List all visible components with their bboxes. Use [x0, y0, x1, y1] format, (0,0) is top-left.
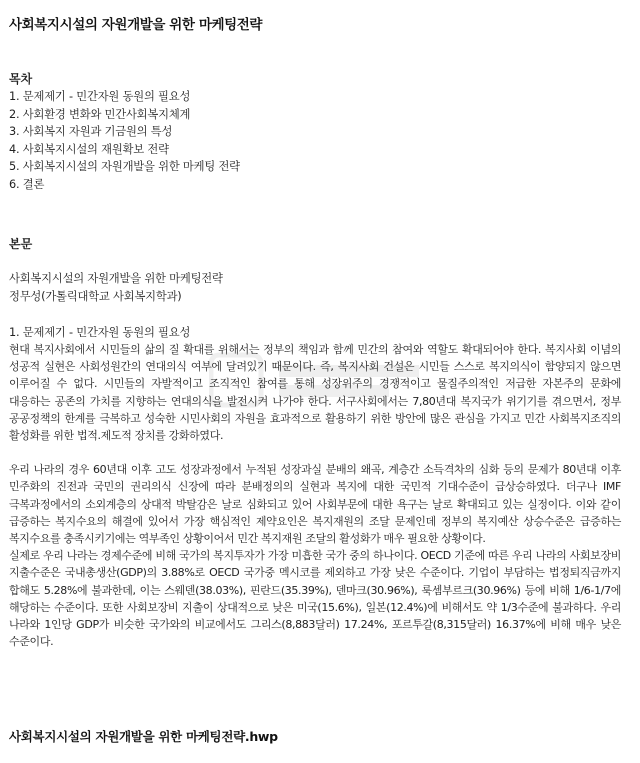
body-paragraph: 우리 나라의 경우 60년대 이후 고도 성장과정에서 누적된 성장과실 분배의 왜곡, 계층간 소득격차의 심화 등의 문제가 80년대 이후 민주화의 진전과 국민의 권리의식 신장에 따라 분배정의의 실현과 복지에 대한 국민적 기대수준이 급상승하였다. 더구나 IMF 극복과정에서의 소외계층의 상대적 박탈감은 날로 심화되고 있어 사회부문에 대한 욕구는 날로 확대되고 있는 실정이다. 이와 같이 급증하는 복지수요의 해결에 있어서 가장 핵심적인 제약요인은 복지재원의 조달 문제인데 정부의 복지예산 상승수준은 급증하는 복지수요를 충족시키기에는 역부족인 상황이어서 민간 복지재원 조달의 활성화가 매우 필요한 상황이다.	[9, 463, 621, 546]
section-problem-statement	[9, 324, 621, 650]
toc-item: 2. 사회환경 변화와 민간사회복지체계	[9, 107, 191, 121]
paragraph-spacer	[9, 444, 621, 461]
toc-heading: 목차	[9, 72, 33, 86]
attachment-filename: 사회복지시설의 자원개발을 위한 마케팅전략.hwp	[9, 729, 278, 744]
body-paragraph: 실제로 우리 나라는 경제수준에 비해 국가의 복지투자가 가장 미흡한 국가 중의 하나이다. OECD 기준에 따른 우리 나라의 사회보장비 지출수준은 국내총생산(GDP)의 3.88%로 OECD 국가중 멕시코를 제외하고 가장 낮은 수준이다. 기업이 부담하는 법정퇴직금까지 합해도 5.28%에 불과한데, 이는 스웨덴(38.03%), 핀란드(35.39%), 덴마크(30.96%), 룩셈부르크(30.96%) 등에 비해 1/6-1/7에 해당하는 수준이다. 또한 사회보장비 지출이 상대적으로 낮은 미국(15.6%), 일본(12.4%)에 비해서도 약 1/3수준에 불과하다. 우리 나라와 1인당 GDP가 비슷한 국가와의 비교에서도 그리스(8,883달러) 17.24%, 포르투갈(8,315달러) 16.37%에 비해 매우 낮은 수준이다.	[9, 549, 621, 649]
toc-item: 6. 결론	[9, 177, 45, 191]
body-paragraph: 현대 복지사회에서 시민들의 삶의 질 확대를 위해서는 정부의 책임과 함께 민간의 참여와 역할도 확대되어야 한다. 복지사회 이념의 성공적 실현은 사회성원간의 연대의식 여부에 달려있기 때문이다. 즉, 복지사회 건설은 시민들 스스로 복지의식이 함양되지 않으면 이루어질 수 없다. 시민들의 자발적이고 조직적인 참여를 통해 성장위주의 경쟁적이고 물질주의적인 저급한 자본주의 문화에 대응하는 공존의 가치를 지향하는 연대의식을 발전시켜 나가야 한다. 서구사회에서는 7,80년대 복지국가 위기기를 겪으면서, 정부 공공정책의 한계를 극복하고 성숙한 시민사회의 자원을 효과적으로 활용하기 위한 방안에 많은 관심을 가지고 민간 사회복지조직의 활성화를 위한 법적.제도적 장치를 강화하였다.	[9, 343, 621, 443]
toc-item: 4. 사회복지시설의 재원확보 전략	[9, 142, 169, 156]
toc-item: 3. 사회복지 자원과 기금원의 특성	[9, 125, 173, 138]
document-title: 사회복지시설의 자원개발을 위한 마케팅전략	[9, 272, 223, 285]
body-heading: 본문	[9, 237, 33, 251]
table-of-contents	[9, 88, 240, 193]
toc-item: 1. 문제제기 - 민간자원 동원의 필요성	[9, 90, 191, 103]
toc-item: 5. 사회복지시설의 자원개발을 위한 마케팅 전략	[9, 160, 240, 173]
author-line: 정무성(가톨릭대학교 사회복지학과)	[9, 290, 182, 303]
section-heading: 1. 문제제기 - 민간자원 동원의 필요성	[9, 326, 191, 339]
page-title: 사회복지시설의 자원개발을 위한 마케팅전략	[9, 17, 263, 33]
